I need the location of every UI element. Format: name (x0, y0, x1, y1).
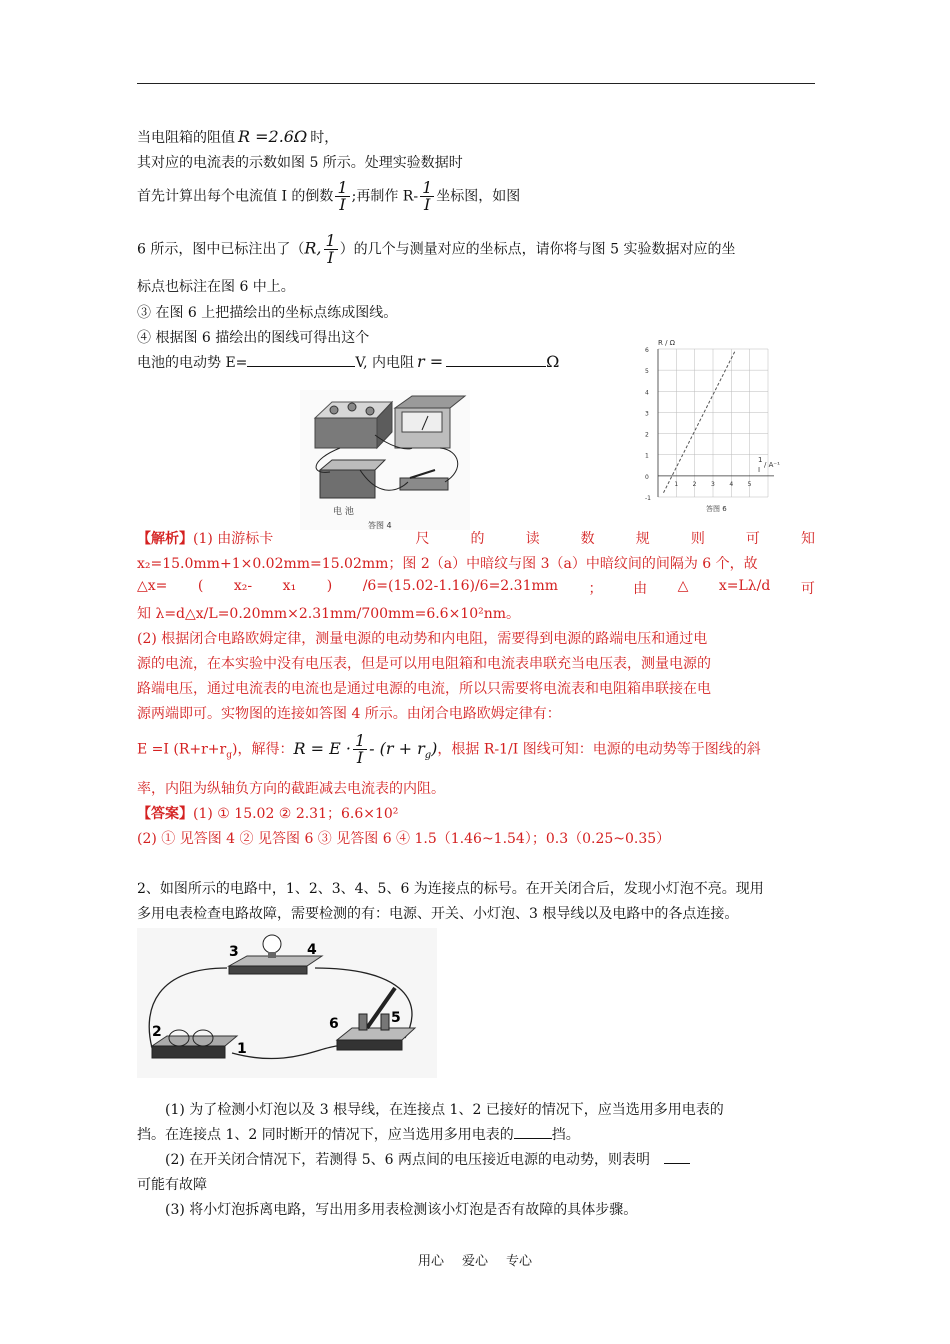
q2-line1: 2、如图所示的电路中，1、2、3、4、5、6 为连接点的标号。在开关闭合后，发现小灯泡不亮。现用 (137, 881, 764, 897)
svg-text:6: 6 (329, 1016, 339, 1032)
fig6-ytick: 1 (645, 452, 649, 460)
q1-line6: ③ 在图 6 上把描绘出的坐标点练成图线。 (137, 305, 398, 321)
q2-sub3-line1: (3) 将小灯泡拆离电路，写出用多用表检测该小灯泡是否有故障的具体步骤。 (165, 1202, 638, 1218)
fig6-xtick: 1 (674, 480, 679, 488)
fig6-ytick: 6 (645, 347, 649, 354)
analysis-line2: x₂=15.0mm+1×0.02mm=15.02mm；图 2（a）中暗纹与图 3（a）中暗纹间的间隔为 6 个，故 (137, 556, 758, 572)
fig6-ytick: 4 (645, 389, 649, 397)
svg-text:电 池: 电 池 (333, 507, 354, 517)
q2-sub2-line1: (2) 在开关闭合情况下，若测得 5、6 两点间的电压接近电源的电动势，则表明 (165, 1149, 690, 1169)
q1-line7: ④ 根据图 6 描绘出的图线可得出这个 (137, 330, 370, 346)
analysis-p2-line3: 路端电压，通过电流表的电流也是通过电源的电流，所以只需要将电流表和电阻箱串联接在电 (137, 681, 711, 697)
q1-line1: 当电阻箱的阻值 R =2.6Ω 时， (137, 127, 339, 146)
svg-text:1: 1 (237, 1041, 247, 1057)
q1-line3: 首先计算出每个电流值 I 的倒数 $\frac{1}{I}$ ;再制作 R- $\frac{1}{I}$ 坐标图，如图 (137, 178, 521, 214)
fig6-ytick: -1 (645, 495, 651, 502)
q2-line2: 多用电表检查电路故障，需要检测的有：电源、开关、小灯泡、3 根导线以及电路中的各点连接。 (137, 906, 739, 922)
q2-sub1-line2: 挡。在连接点 1、2 同时断开的情况下，应当选用多用电表的 挡。 (137, 1124, 580, 1144)
q1-line2: 其对应的电流表的示数如图 5 所示。处理实验数据时 (137, 155, 463, 171)
header-rule (137, 83, 815, 84)
fig6-xtick: 5 (747, 480, 752, 488)
analysis-line3: △x= ( x₂- x₁ ) /6=(15.02-1.16)/6=2.31mm ； 由 △ x=Lλ/d 可 (137, 578, 815, 597)
fig6-fit-line (664, 351, 736, 493)
fig6-xtick: 2 (692, 480, 697, 488)
answer-line1: 【答案】(1) ① 15.02 ② 2.31；6.6×10² (137, 806, 399, 822)
q1-line5: 标点也标注在图 6 中上。 (137, 279, 295, 295)
fig6-xtick: 4 (729, 480, 734, 488)
analysis-p2-line1: (2) 根据闭合电路欧姆定律，测量电源的电动势和内电阻，需要得到电源的路端电压和通过电 (137, 631, 708, 647)
fig6-ytick: 3 (645, 410, 649, 418)
page-footer: 用心 爱心 专心 (417, 1254, 533, 1269)
svg-text:答图 6: 答图 6 (706, 505, 727, 513)
analysis-p2-line4: 源两端即可。实物图的连接如答图 4 所示。由闭合电路欧姆定律有： (137, 706, 561, 722)
answer-line2: (2) ① 见答图 4 ② 见答图 6 ③ 见答图 6 ④ 1.5（1.46~1.54）；0.3（0.25~0.35） (137, 831, 671, 847)
svg-text:2: 2 (152, 1024, 162, 1040)
q1-line4: 6 所示，图中已标注出了（R, $\frac{1}{I}$ ）的几个与测量对应的坐标点，请你将与图 5 实验数据对应的坐 (137, 231, 736, 267)
figure-4-circuit (300, 390, 470, 530)
analysis-p2-line6: 率，内阻为纵轴负方向的截距减去电流表的内阻。 (137, 781, 445, 797)
svg-text:3: 3 (229, 944, 239, 960)
q1-line8: 电池的电动势 E= V, 内电阻 r = Ω (137, 352, 560, 371)
analysis-p2-line2: 源的电流，在本实验中没有电压表，但是可以用电阻箱和电流表串联充当电压表，测量电源的 (137, 656, 711, 672)
svg-text:5: 5 (391, 1010, 401, 1026)
fig6-ytick: 0 (645, 473, 649, 481)
analysis-formula-line: E =I $(R+r+r_g)$，解得：R = E · $\frac{1}{I}$ - $(r + r_g)$，根据 R-1/I 图线可知：电源的电动势等于图线的斜 (137, 731, 761, 767)
fig6-xtick: 3 (711, 480, 715, 488)
figure-6-plot (640, 335, 785, 515)
svg-text:4: 4 (307, 942, 317, 958)
svg-text:/ A⁻¹: / A⁻¹ (764, 461, 780, 469)
svg-text:1: 1 (758, 456, 763, 464)
q2-sub2-line2: 可能有故障 (137, 1177, 207, 1193)
analysis-line1: 【解析】(1) 由游标卡 尺 的 读 数 规 则 可 知 (137, 531, 815, 547)
analysis-line4: 知 λ=d△x/L=0.20mm×2.31mm/700mm=6.6×10²nm。 (137, 606, 521, 622)
svg-text:答图 4: 答图 4 (368, 521, 392, 530)
figure-q2-circuit (137, 928, 437, 1078)
fig6-ytick: 2 (645, 431, 649, 439)
fig6-ytick: 5 (645, 368, 649, 376)
q2-sub1-line1: (1) 为了检测小灯泡以及 3 根导线，在连接点 1、2 已接好的情况下，应当选用多用电表的 (165, 1102, 724, 1118)
svg-text:R / Ω: R / Ω (658, 339, 676, 347)
svg-text:I: I (758, 466, 761, 474)
